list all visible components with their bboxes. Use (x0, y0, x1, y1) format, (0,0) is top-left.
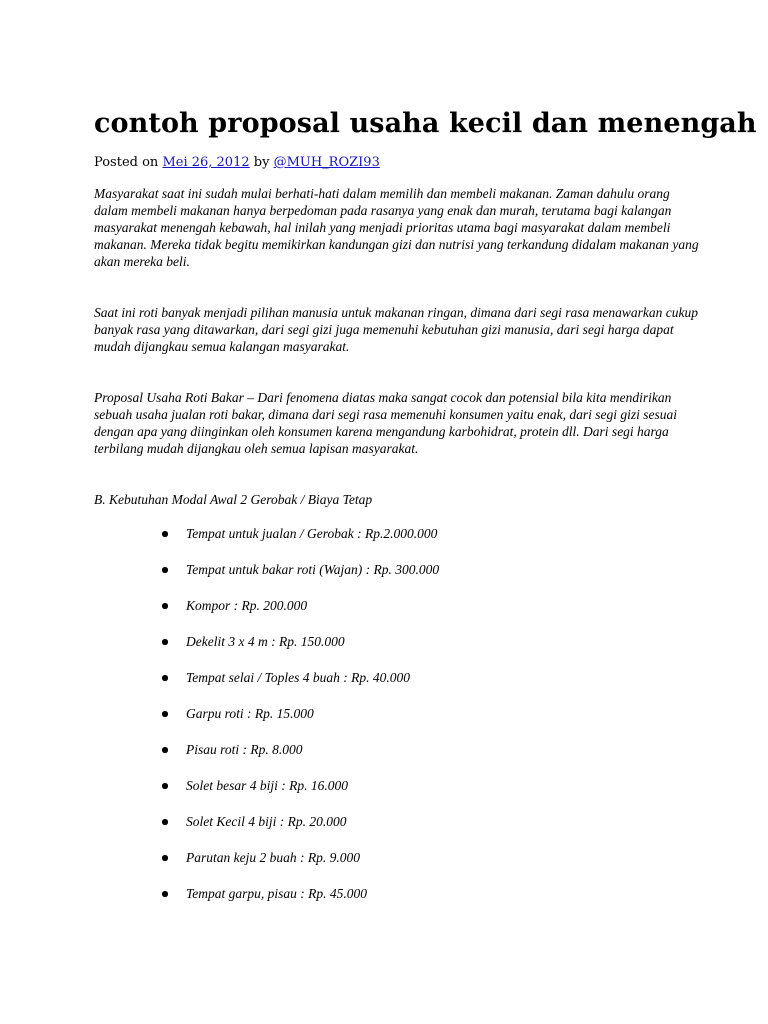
proposal-paragraph: Proposal Usaha Roti Bakar – Dari fenomena diatas maka sangat cocok dan potensial bila kita mendirikan sebuah usaha jualan roti bakar, dimana dari segi rasa memenuhi konsumen yaitu enak, dari segi gizi sesuai dengan apa yang diinginkan oleh konsumen karena mengandung karbohidrat, protein dll. Dari segi harga terbilang mudah dijangkau oleh semua lapisan masyarakat. (94, 390, 677, 456)
list-item (94, 777, 654, 813)
posted-on-label: Posted on (94, 155, 159, 170)
cost-item-text: Tempat untuk bakar roti (Wajan) : Rp. 300.000 (186, 562, 440, 577)
cost-item-text: Parutan keju 2 buah : Rp. 9.000 (186, 850, 360, 865)
cost-item-text: Tempat garpu, pisau : Rp. 45.000 (186, 886, 368, 901)
bullet-icon (162, 603, 168, 609)
bullet-icon (162, 747, 168, 753)
cost-item-text: Tempat selai / Toples 4 buah : Rp. 40.000 (186, 670, 411, 685)
cost-item-text: Pisau roti : Rp. 8.000 (186, 742, 303, 757)
list-item (94, 813, 654, 849)
list-item (94, 597, 654, 633)
bullet-icon (162, 819, 168, 825)
bullet-icon (162, 711, 168, 717)
cost-item-text: Solet Kecil 4 biji : Rp. 20.000 (186, 814, 347, 829)
bullet-icon (162, 891, 168, 897)
cost-item-text: Garpu roti : Rp. 15.000 (186, 706, 314, 721)
bullet-icon (162, 783, 168, 789)
post-date-link[interactable]: Mei 26, 2012 (162, 155, 250, 170)
page-title: contoh proposal usaha kecil dan menengah (94, 108, 757, 139)
cost-item-text: Kompor : Rp. 200.000 (186, 598, 308, 613)
cost-item-text: Tempat untuk jualan / Gerobak : Rp.2.000.000 (186, 526, 438, 541)
cost-item-text: Dekelit 3 x 4 m : Rp. 150.000 (186, 634, 345, 649)
by-label: by (253, 155, 270, 170)
post-byline (94, 154, 380, 172)
list-item (94, 525, 654, 561)
bullet-icon (162, 531, 168, 537)
author-link[interactable]: @MUH_ROZI93 (273, 155, 380, 170)
list-item (94, 849, 654, 885)
cost-item-text: Solet besar 4 biji : Rp. 16.000 (186, 778, 348, 793)
list-item (94, 705, 654, 741)
list-item (94, 669, 654, 705)
bullet-icon (162, 675, 168, 681)
bullet-icon (162, 639, 168, 645)
intro-paragraph: Masyarakat saat ini sudah mulai berhati-hati dalam memilih dan membeli makanan. Zaman dahulu orang dalam membeli makanan hanya berpedoman pada rasanya yang enak dan murah, terutama bagi kalangan masyarakat menengah kebawah, hal inilah yang menjadi prioritas utama bagi masyarakat dalam membeli makanan. Mereka tidak begitu memikirkan kandungan gizi dan nutrisi yang terkandung didalam makanan yang akan mereka beli. (94, 186, 699, 269)
roti-paragraph: Saat ini roti banyak menjadi pilihan manusia untuk makanan ringan, dimana dari segi rasa menawarkan cukup banyak rasa yang ditawarkan, dari segi gizi juga memenuhi kebutuhan gizi manusia, dari segi harga dapat mudah dijangkau semua kalangan masyarakat. (94, 305, 698, 354)
bullet-icon (162, 567, 168, 573)
cost-list (94, 525, 654, 921)
list-item (94, 633, 654, 669)
section-heading: B. Kebutuhan Modal Awal 2 Gerobak / Biaya Tetap (94, 492, 373, 507)
list-item (94, 885, 654, 921)
list-item (94, 741, 654, 777)
bullet-icon (162, 855, 168, 861)
list-item (94, 561, 654, 597)
